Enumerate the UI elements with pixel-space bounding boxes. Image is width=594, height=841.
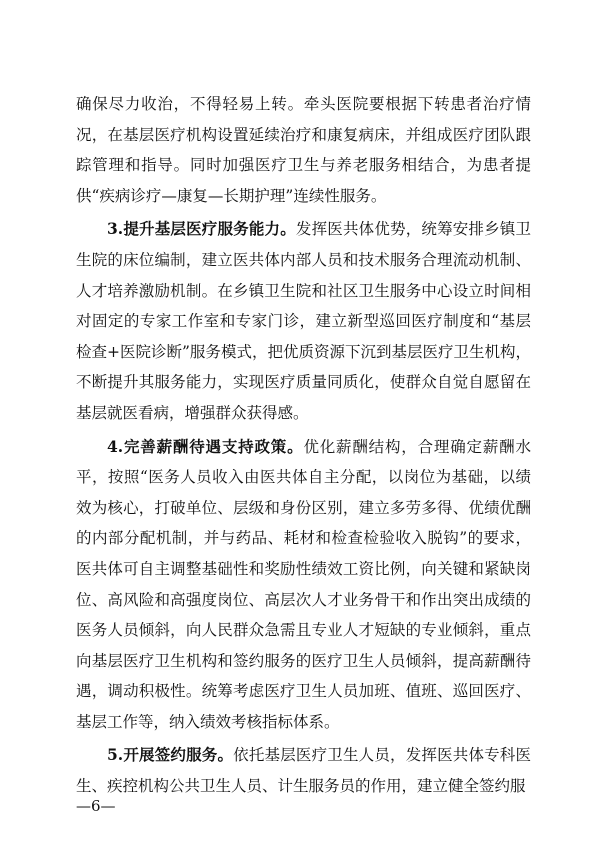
paragraph-text: 发挥医共体优势，统筹安排乡镇卫生院的床位编制，建立医共体内部人员和技术服务合理流动机制、人才培养激励机制。在乡镇卫生院和社区卫生服务中心设立时间相对固定的专家工作室和专家门诊，建立新型巡回医疗制度和“基层检查+医院诊断”服务模式，把优质资源下沉到基层医疗卫生机构，不断提升其服务能力，实现医疗质量同质化，使群众自觉自愿留在基层就医看病，增强群众获得感。 (76, 220, 531, 422)
page-number: —6— (76, 797, 116, 815)
paragraph-basic-service-capacity (76, 214, 531, 428)
paragraph-salary-policy (76, 432, 531, 738)
paragraph-heading: 4.完善薪酬待遇支持政策。 (107, 436, 304, 456)
document-body (76, 89, 531, 805)
paragraph-text: 优化薪酬结构，合理确定薪酬水平，按照“医务人员收入由医共体自主分配，以岗位为基础，以绩效为核心，打破单位、层级和身份区别，建立多劳多得、优绩优酬的内部分配机制，并与药品、耗材和检查检验收入脱钩”的要求，医共体可自主调整基础性和奖励性绩效工资比例，向关键和紧缺岗位、高风险和高强度岗位、高层次人才业务骨干和作出突出成绩的医务人员倾斜，向人民群众急需且专业人才短缺的专业倾斜，重点向基层医疗卫生机构和签约服务的医疗卫生人员倾斜，提高薪酬待遇，调动积极性。统筹考虑医疗卫生人员加班、值班、巡回医疗、基层工作等，纳入绩效考核指标体系。 (76, 437, 531, 731)
paragraph-continuation (76, 89, 531, 211)
paragraph-text: 依托基层医疗卫生人员，发挥医共体专科医生、疾控机构公共卫生人员、计生服务员的作用，建立健全签约服 (76, 746, 531, 796)
paragraph-heading: 3.提升基层医疗服务能力。 (107, 219, 296, 239)
paragraph-heading: 5.开展签约服务。 (107, 745, 234, 765)
paragraph-text: 确保尽力收治，不得轻易上转。牵头医院要根据下转患者治疗情况，在基层医疗机构设置延续治疗和康复病床，并组成医疗团队跟踪管理和指导。同时加强医疗卫生与养老服务相结合，为患者提供“疾病诊疗—康复—长期护理”连续性服务。 (76, 95, 531, 205)
paragraph-contract-service (76, 740, 531, 801)
